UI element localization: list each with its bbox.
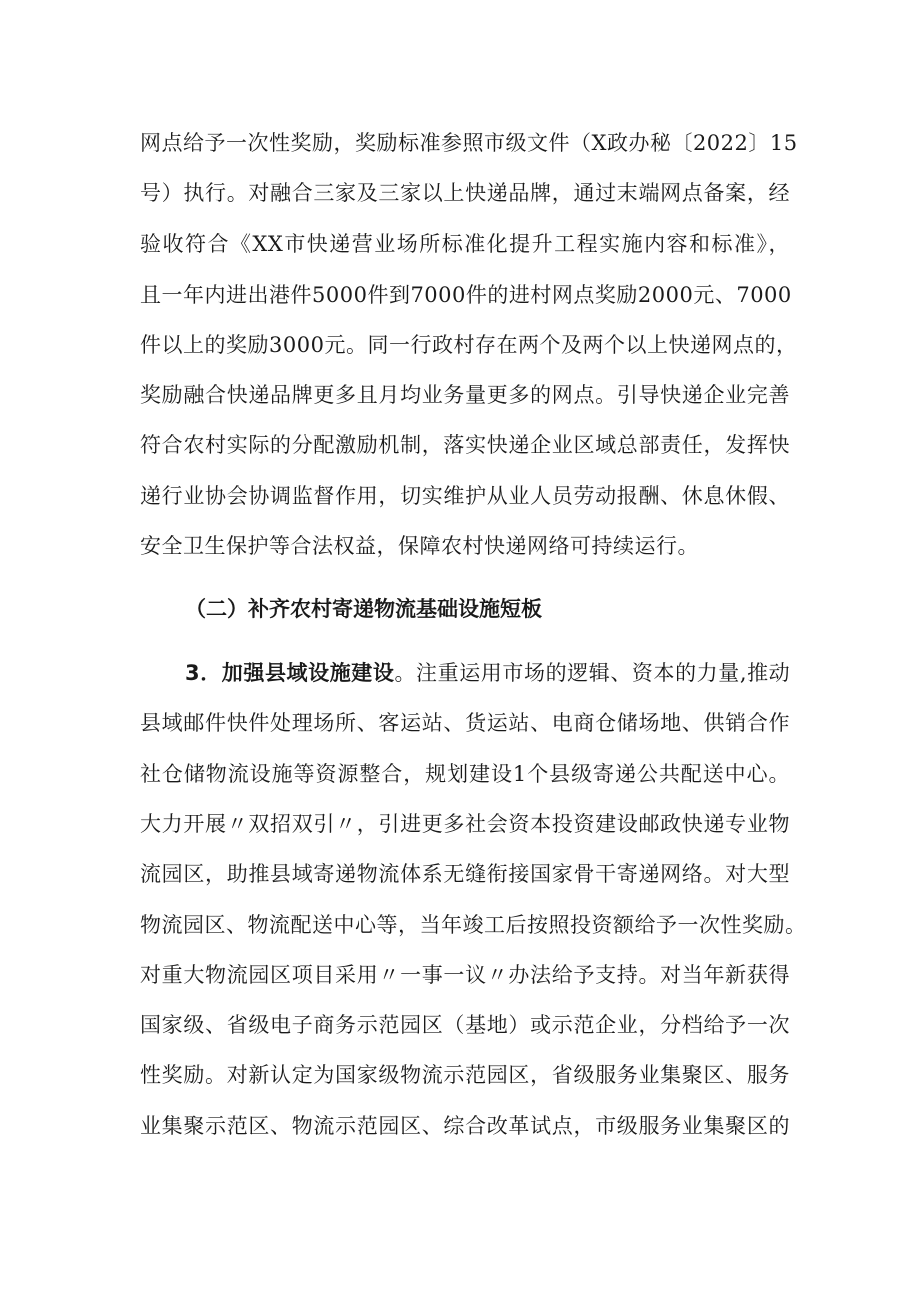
paragraph-line: 且一年内进出港件5000件到7000件的进村网点奖励2000元、7000 bbox=[140, 283, 792, 307]
paragraph-line: 县域邮件快件处理场所、客运站、货运站、电商仓储场地、供销合作 bbox=[140, 711, 790, 735]
paragraph-line: 验收符合《XX市快递营业场所标准化提升工程实施内容和标准》， bbox=[140, 232, 790, 256]
paragraph-line: 社仓储物流设施等资源整合，规划建设1个县级寄递公共配送中心。 bbox=[140, 762, 790, 786]
paragraph-line: 大力开展〃双招双引〃，引进更多社会资本投资建设邮政快递专业物 bbox=[140, 812, 790, 836]
paragraph-line: 安全卫生保护等合法权益，保障农村快递网络可持续运行。 bbox=[140, 534, 699, 558]
paragraph-line: 递行业协会协调监督作用，切实维护从业人员劳动报酬、休息休假、 bbox=[140, 484, 790, 508]
paragraph-line: 网点给予一次性奖励，奖励标准参照市级文件（X政办秘〔2022〕15 bbox=[140, 131, 798, 155]
paragraph-line: 对重大物流园区项目采用〃一事一议〃办法给予支持。对当年新获得 bbox=[140, 963, 790, 987]
paragraph-line: 物流园区、物流配送中心等，当年竣工后按照投资额给予一次性奖励。 bbox=[140, 913, 807, 937]
paragraph-line: 国家级、省级电子商务示范园区（基地）或示范企业，分档给予一次 bbox=[140, 1013, 790, 1037]
paragraph-lead-line bbox=[185, 658, 790, 688]
paragraph-line: 性奖励。对新认定为国家级物流示范园区，省级服务业集聚区、服务 bbox=[140, 1063, 790, 1087]
paragraph-line: 件以上的奖励3000元。同一行政村存在两个及两个以上快递网点的， bbox=[140, 333, 798, 357]
paragraph-line: 奖励融合快递品牌更多且月均业务量更多的网点。引导快递企业完善 bbox=[140, 383, 790, 407]
item-title: 3．加强县域设施建设 bbox=[185, 661, 395, 685]
paragraph-line: 流园区，助推县域寄递物流体系无缝衔接国家骨干寄递网络。对大型 bbox=[140, 862, 790, 886]
paragraph-line: 号）执行。对融合三家及三家以上快递品牌，通过末端网点备案，经 bbox=[140, 181, 790, 205]
item-text: 。注重运用市场的逻辑、资本的力量,推动 bbox=[394, 661, 790, 685]
paragraph-line: 符合农村实际的分配激励机制，落实快递企业区域总部责任，发挥快 bbox=[140, 433, 790, 457]
paragraph-line: 业集聚示范区、物流示范园区、综合改革试点，市级服务业集聚区的 bbox=[140, 1114, 790, 1138]
section-heading: （二）补齐农村寄递物流基础设施短板 bbox=[185, 597, 542, 621]
